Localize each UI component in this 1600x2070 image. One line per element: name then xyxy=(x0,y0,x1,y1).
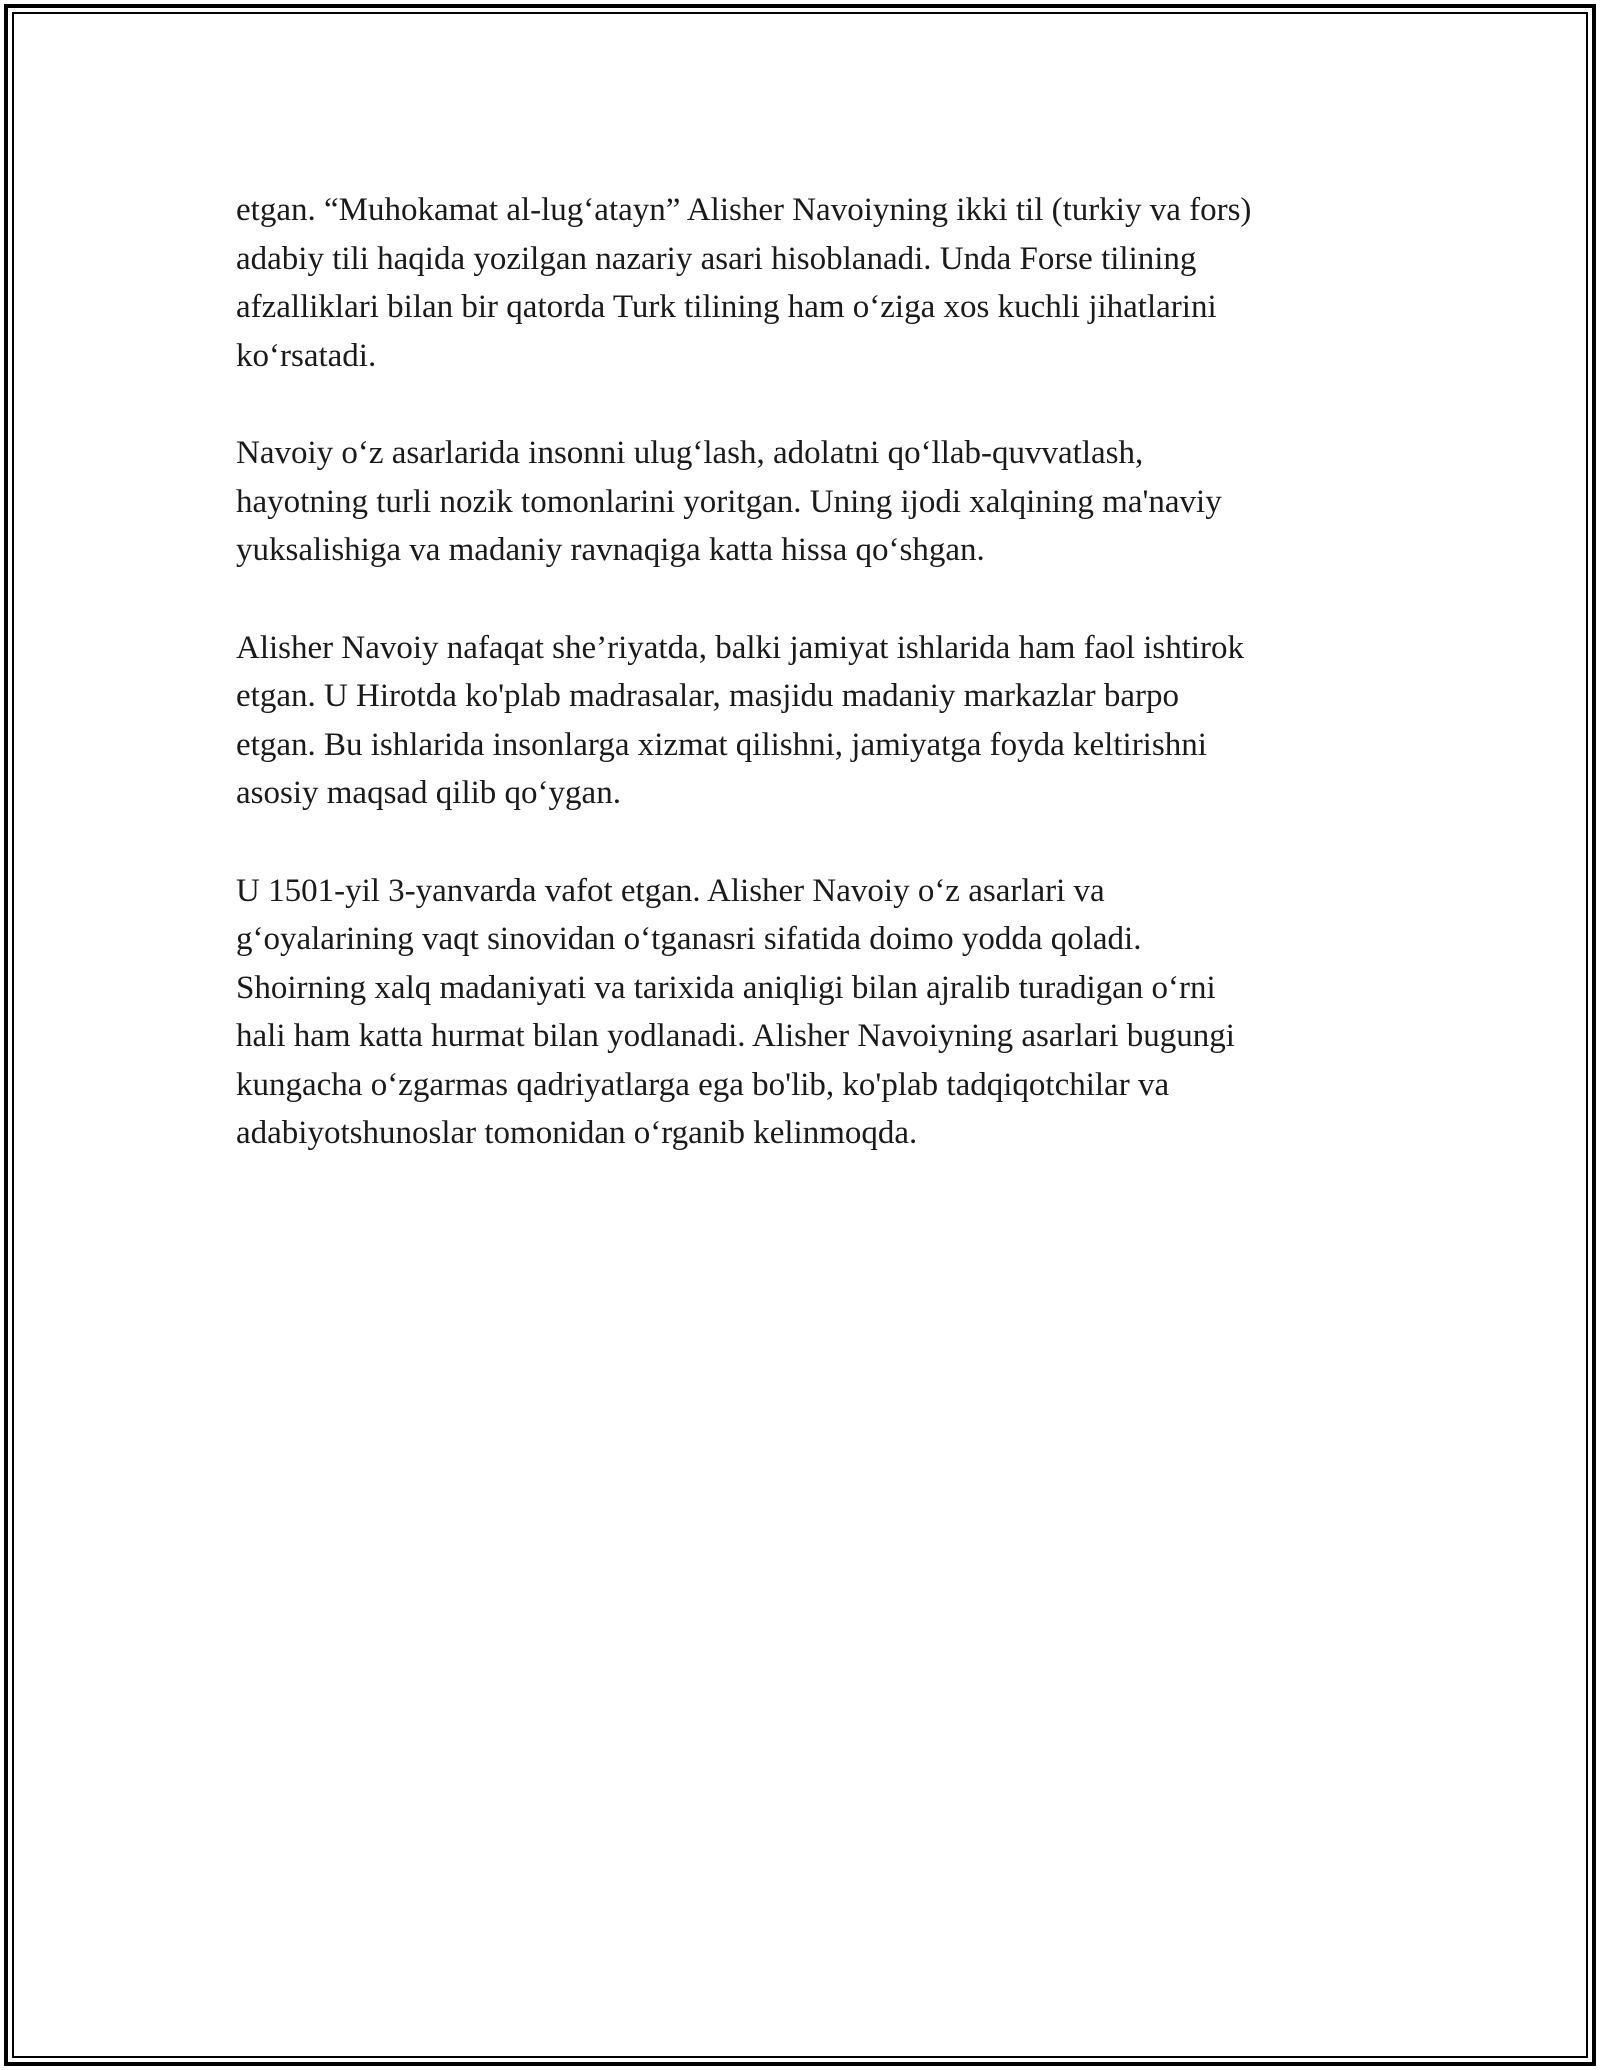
paragraph-public-activity: Alisher Navoiy nafaqat she’riyatda, balki jamiyat ishlarida ham faol ishtirok etgan. U Hirotda ko'plab madrasalar, masjidu madaniy markazlar barpo etgan. Bu ishlarida insonlarga xizmat qilishni, jamiyatga foyda keltirishni asosiy maqsad qilib qo‘ygan. xyxy=(236,629,1245,811)
document-body xyxy=(236,186,1386,1207)
paragraph-navoiy-works: Navoiy o‘z asarlarida insonni ulug‘lash, adolatni qo‘llab-quvvatlash, hayotning turli nozik tomonlarini yoritgan. Uning ijodi xalqining ma'naviy yuksalishiga va madaniy ravnaqiga katta hissa qo‘shgan. xyxy=(236,435,1222,568)
paragraph-muhokamat: etgan. “Muhokamat al-lug‘atayn” Alisher Navoiyning ikki til (turkiy va fors) adabiy tili haqida yozilgan nazariy asari hisoblanadi. Unda Forse tilining afzalliklari bilan bir qatorda Turk tilining ham o‘ziga xos kuchli jihatlarini ko‘rsatadi. xyxy=(236,192,1252,374)
paragraph-legacy: U 1501-yil 3-yanvarda vafot etgan. Alisher Navoiy o‘z asarlari va g‘oyalarining vaqt sinovidan o‘tganasri sifatida doimo yodda qoladi. Shoirning xalq madaniyati va tarixida aniqligi bilan ajralib turadigan o‘rni hali ham katta hurmat bilan yodlanadi. Alisher Navoiyning asarlari bugungi kungacha o‘zgarmas qadriyatlarga ega bo'lib, ko'plab tadqiqotchilar va adabiyotshunoslar tomonidan o‘rganib kelinmoqda. xyxy=(236,872,1235,1151)
